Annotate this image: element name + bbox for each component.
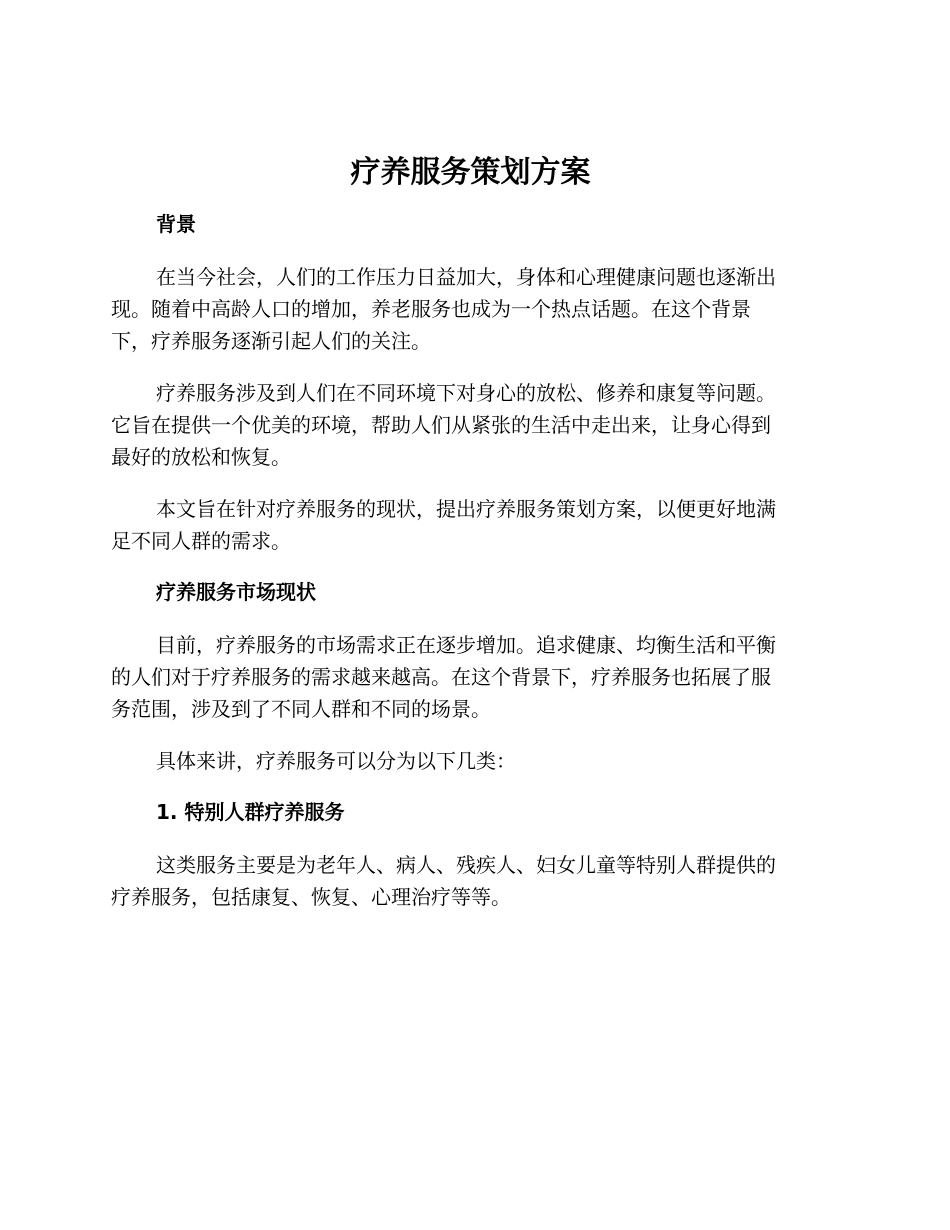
text-line: 下，疗养服务逐渐引起人们的关注。 (111, 329, 431, 353)
text-line: 疗养服务涉及到人们在不同环境下对身心的放松、修养和康复等问题。 (156, 381, 776, 405)
paragraph-special-groups-1 (111, 849, 830, 913)
text-line: 疗养服务，包括康复、恢复、心理治疗等等。 (111, 885, 511, 909)
section-heading-market: 疗养服务市场现状 (156, 580, 316, 604)
section-heading-special-groups: 1. 特别人群疗养服务 (156, 800, 345, 824)
text-line: 最好的放松和恢复。 (111, 445, 291, 469)
text-line: 在当今社会，人们的工作压力日益加大，身体和心理健康问题也逐渐出 (156, 265, 776, 289)
text-line: 本文旨在针对疗养服务的现状，提出疗养服务策划方案，以便更好地满 (156, 497, 776, 521)
paragraph-background-1 (111, 261, 830, 357)
text-line: 这类服务主要是为老年人、病人、残疾人、妇女儿童等特别人群提供的 (156, 853, 776, 877)
document-title: 疗养服务策划方案 (350, 155, 591, 190)
text-line: 务范围，涉及到了不同人群和不同的场景。 (111, 697, 491, 721)
paragraph-background-2 (111, 377, 830, 473)
text-line: 具体来讲，疗养服务可以分为以下几类： (156, 749, 516, 773)
document-body (111, 150, 830, 913)
text-line: 目前，疗养服务的市场需求正在逐步增加。追求健康、均衡生活和平衡 (156, 633, 776, 657)
text-line: 它旨在提供一个优美的环境，帮助人们从紧张的生活中走出来，让身心得到 (111, 413, 771, 437)
paragraph-market-1 (111, 629, 830, 725)
paragraph-background-3 (111, 493, 830, 557)
text-line: 的人们对于疗养服务的需求越来越高。在这个背景下，疗养服务也拓展了服 (111, 665, 771, 689)
text-line: 现。随着中高龄人口的增加，养老服务也成为一个热点话题。在这个背景 (111, 297, 751, 321)
text-line: 足不同人群的需求。 (111, 529, 291, 553)
section-heading-background: 背景 (156, 212, 196, 236)
paragraph-market-2 (111, 745, 830, 777)
